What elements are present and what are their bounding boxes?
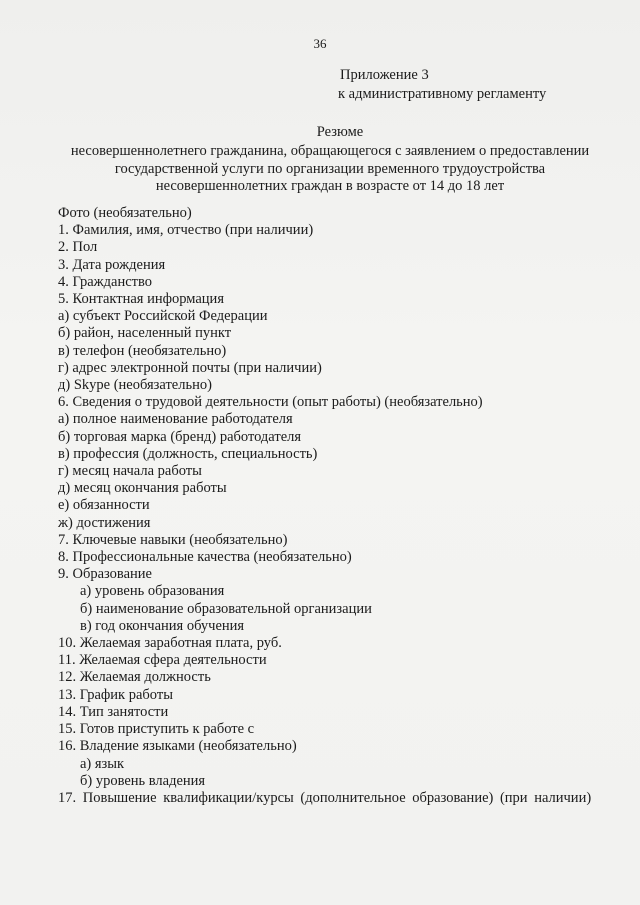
resume-field-item: е) обязанности — [58, 497, 150, 514]
resume-field-item: 14. Тип занятости — [58, 703, 169, 720]
resume-field-list — [58, 205, 598, 807]
resume-field-item: 13. График работы — [58, 686, 173, 703]
resume-field-item: 16. Владение языками (необязательно) — [58, 738, 297, 755]
resume-field-item: 7. Ключевые навыки (необязательно) — [58, 531, 288, 548]
resume-field-item: в) год окончания обучения — [80, 617, 245, 634]
resume-field-item: б) район, населенный пункт — [58, 325, 232, 342]
resume-field-item: ж) достижения — [58, 514, 151, 531]
resume-field-item: 9. Образование — [58, 566, 152, 583]
appendix-header — [340, 66, 546, 104]
resume-field-item: г) месяц начала работы — [58, 463, 202, 480]
resume-field-item: д) Skype (необязательно) — [58, 377, 212, 394]
appendix-line-2: к административному регламенту — [338, 86, 547, 102]
resume-field-item: а) язык — [80, 755, 125, 772]
resume-field-item: 2. Пол — [58, 239, 98, 256]
resume-field-item: б) торговая марка (бренд) работодателя — [58, 428, 302, 445]
resume-field-item: 12. Желаемая должность — [58, 669, 211, 686]
resume-field-item: б) уровень владения — [80, 772, 206, 789]
resume-field-item: 10. Желаемая заработная плата, руб. — [58, 635, 282, 652]
resume-field-item: в) телефон (необязательно) — [58, 342, 227, 359]
resume-field-item: а) уровень образования — [80, 583, 225, 600]
document-subtitle: несовершеннолетнего гражданина, обращающегося с заявлением о предоставлении государственной услуги по организации временного трудоустройства несовершеннолетних граждан в возрасте от 14 до 18 лет — [70, 143, 590, 194]
resume-field-item: а) полное наименование работодателя — [58, 411, 293, 428]
resume-field-item: 4. Гражданство — [58, 273, 153, 290]
document-title: Резюме — [316, 124, 364, 140]
resume-field-item: а) субъект Российской Федерации — [58, 308, 268, 325]
resume-field-item: 5. Контактная информация — [58, 291, 224, 308]
resume-field-item: в) профессия (должность, специальность) — [58, 445, 318, 462]
resume-field-item: б) наименование образовательной организации — [80, 600, 372, 617]
resume-field-item: 15. Готов приступить к работе с — [58, 721, 255, 738]
appendix-line-1: Приложение 3 — [340, 67, 429, 83]
resume-field-item: 1. Фамилия, имя, отчество (при наличии) — [58, 222, 314, 239]
resume-field-item: Фото (необязательно) — [58, 205, 192, 221]
resume-field-item: г) адрес электронной почты (при наличии) — [58, 359, 322, 376]
resume-field-item: 3. Дата рождения — [58, 256, 166, 273]
resume-field-item: д) месяц окончания работы — [58, 480, 227, 497]
resume-field-item: 11. Желаемая сфера деятельности — [58, 652, 267, 669]
resume-field-item: 6. Сведения о трудовой деятельности (опыт работы) (необязательно) — [58, 394, 483, 411]
resume-field-item: 17. Повышение квалификации/курсы (дополнительное образование) (при наличии) — [58, 789, 592, 806]
page-number: 36 — [313, 36, 327, 51]
resume-field-item: 8. Профессиональные качества (необязательно) — [58, 549, 352, 566]
